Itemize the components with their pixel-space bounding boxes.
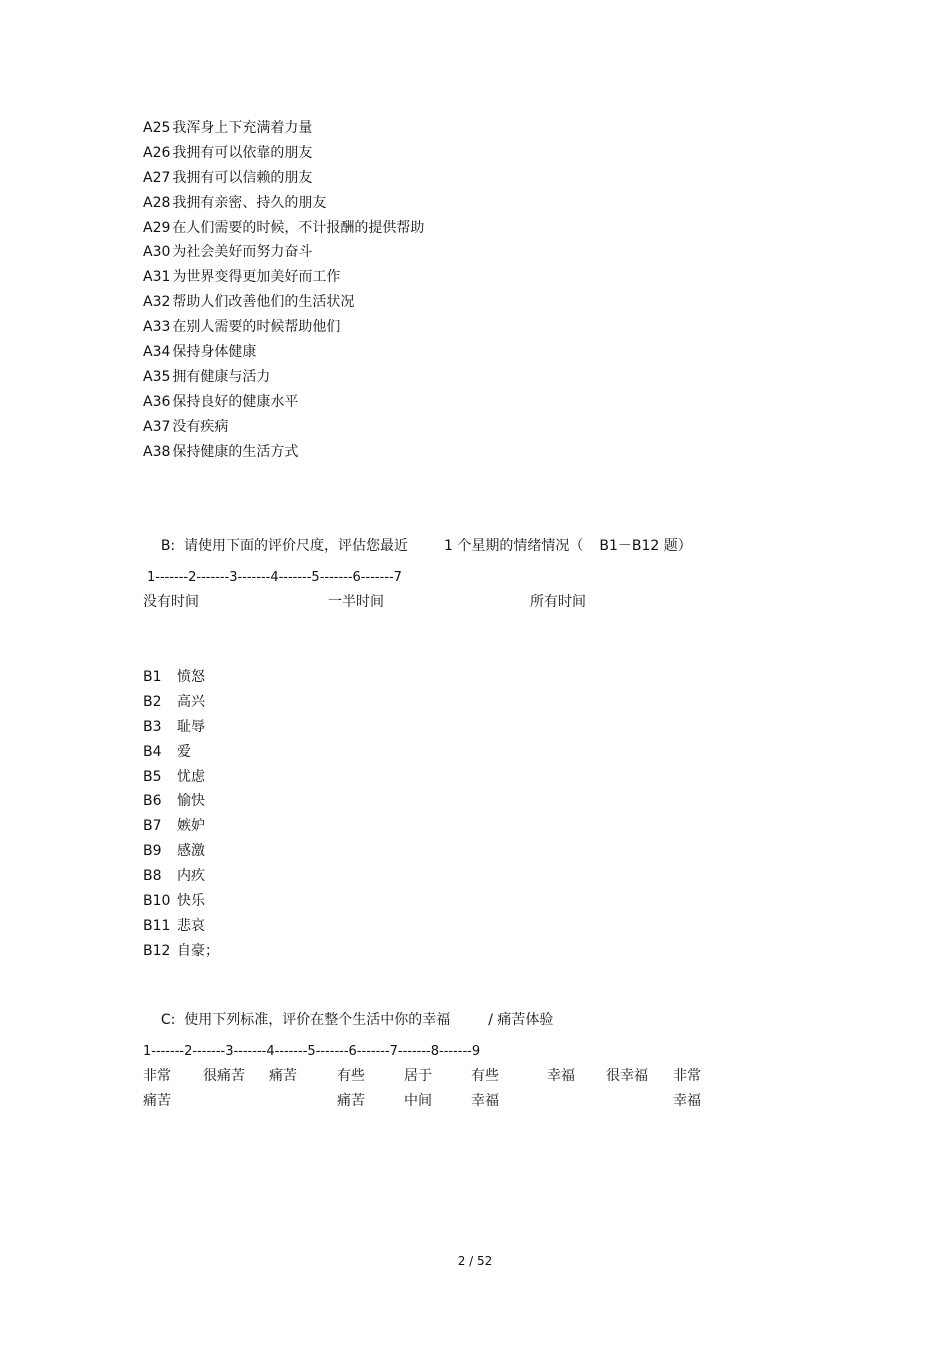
section-a-item [143,194,424,219]
section-b-item [143,792,219,817]
section-b-item-code: B10 [143,893,171,910]
section-c-scale-label: 中间 [404,1093,432,1109]
section-a-item-text: 我拥有可以依靠的朋友 [172,144,313,161]
section-a-item-text: 为世界变得更加美好而工作 [172,269,341,286]
section-a-item-text: 没有疾病 [172,418,229,435]
section-b-item-code: B11 [143,917,171,934]
section-a-item-code: A31 [143,269,171,286]
section-a-item-text: 帮助人们改善他们的生活状况 [172,294,355,311]
section-a-item-code: A30 [143,244,171,261]
section-a-item [143,318,424,343]
section-a-item [143,169,424,194]
section-b-item-text: 爱 [177,743,191,760]
section-b-item [143,942,219,967]
section-a-item-code: A25 [143,120,171,136]
section-b-item [143,817,219,842]
section-a-item [143,219,424,244]
section-b-item-text: 嫉妒 [177,818,205,835]
section-a-item-text: 我拥有可以信赖的朋友 [172,169,313,186]
section-a-item-code: A38 [143,443,171,460]
section-a-item [143,243,424,268]
section-a-item-code: A32 [143,294,171,311]
section-c-scale-label: 痛苦 [337,1093,365,1109]
section-a-item [143,343,424,368]
section-a-item-code: A36 [143,393,171,410]
section-a-item-code: A35 [143,368,171,385]
section-b-item-text: 高兴 [177,693,205,710]
section-b-item [143,668,219,693]
section-c-scale-label: 痛苦 [143,1093,171,1109]
section-b-item-code: B2 [143,693,162,710]
section-b-scale: 1-------2-------3-------4-------5-------6-------7 [147,570,402,585]
section-a-item [143,418,424,443]
section-b-item-code: B4 [143,743,162,760]
section-a-item-code: A34 [143,344,171,361]
section-c-scale-label: 非常 [673,1068,701,1084]
section-b-item-text: 愤怒 [177,669,205,685]
section-b-scale-label-all: 所有时间 [530,594,586,610]
section-b-item [143,768,219,793]
section-b-item-code: B7 [143,818,162,835]
section-a-item-code: A29 [143,219,171,236]
section-b-item [143,718,219,743]
section-b-scale-label-half: 一半时间 [328,594,384,610]
section-c-scale-label: 居于 [404,1068,432,1084]
section-a-item [143,443,424,468]
section-a-item [143,293,424,318]
page-number: 2 / 52 [457,1254,493,1268]
section-a-item [143,268,424,293]
section-a-item-text: 我浑身上下充满着力量 [172,120,313,136]
section-a-item-code: A26 [143,144,171,161]
section-c-scale-label: 有些 [471,1068,499,1084]
section-b-item-text: 耻辱 [177,718,205,735]
section-a-item-text: 保持健康的生活方式 [172,443,299,460]
section-c-scale: 1-------2-------3-------4-------5-------6-------7-------8-------9 [143,1044,481,1059]
section-b-heading-part1: B: 请使用下面的评价尺度，评估您最近 [160,538,409,554]
section-a-item-text: 保持良好的健康水平 [172,393,299,410]
section-b-item-code: B1 [143,669,162,685]
section-b-item [143,867,219,892]
section-c-scale-label: 很幸福 [606,1068,648,1084]
section-b-heading [143,519,692,573]
section-c-scale-label: 幸福 [547,1068,575,1084]
section-c-heading-part2: / 痛苦体验 [488,1012,554,1028]
section-b-heading-part2: 1 个星期的情绪情况（ [444,538,584,554]
section-b-item [143,917,219,942]
section-c-scale-label: 幸福 [673,1093,701,1109]
section-b-heading-part3: B1－B12 题） [599,538,692,554]
section-a-item [143,119,424,144]
section-b-item [143,743,219,768]
section-c-scale-label: 非常 [143,1068,171,1084]
section-a-item-text: 保持身体健康 [172,344,257,361]
section-a-item-text: 在人们需要的时候，不计报酬的提供帮助 [172,219,425,236]
section-b-item-code: B9 [143,843,162,860]
section-a-item [143,144,424,169]
section-b-scale-label-none: 没有时间 [143,594,199,610]
section-a-item-code: A27 [143,169,171,186]
section-b-item-code: B8 [143,868,162,885]
section-a-item-code: A28 [143,194,171,211]
section-b-item-text: 悲哀 [177,917,205,934]
section-b-item-text: 内疚 [177,868,205,885]
section-b-item-text: 愉快 [177,793,205,810]
section-a-item-code: A37 [143,418,171,435]
section-b-item-code: B5 [143,768,162,785]
section-b-item [143,892,219,917]
section-b-item-code: B6 [143,793,162,810]
section-b-item-text: 感激 [177,843,205,860]
section-a-list [143,119,424,467]
section-b-list [143,668,219,967]
section-c-scale-label: 很痛苦 [203,1068,245,1084]
section-b-item-code: B3 [143,718,162,735]
section-a-item-text: 为社会美好而努力奋斗 [172,244,313,261]
section-b-item-code: B12 [143,942,171,959]
section-a-item-text: 在别人需要的时候帮助他们 [172,319,341,336]
section-b-item-text: 自豪； [177,942,219,959]
section-b-item [143,842,219,867]
section-a-item [143,368,424,393]
section-b-item-text: 忧虑 [177,768,205,785]
section-a-item-code: A33 [143,319,171,336]
section-c-scale-label: 幸福 [471,1093,499,1109]
section-b-item-text: 快乐 [177,893,205,910]
section-c-scale-label: 有些 [337,1068,365,1084]
section-c-scale-label: 痛苦 [269,1068,297,1084]
section-c-heading [143,993,553,1047]
section-a-item-text: 我拥有亲密、持久的朋友 [172,194,327,211]
section-a-item-text: 拥有健康与活力 [172,368,271,385]
section-c-heading-part1: C: 使用下列标准，评价在整个生活中你的幸福 [160,1012,451,1028]
section-a-item [143,393,424,418]
section-b-item [143,693,219,718]
